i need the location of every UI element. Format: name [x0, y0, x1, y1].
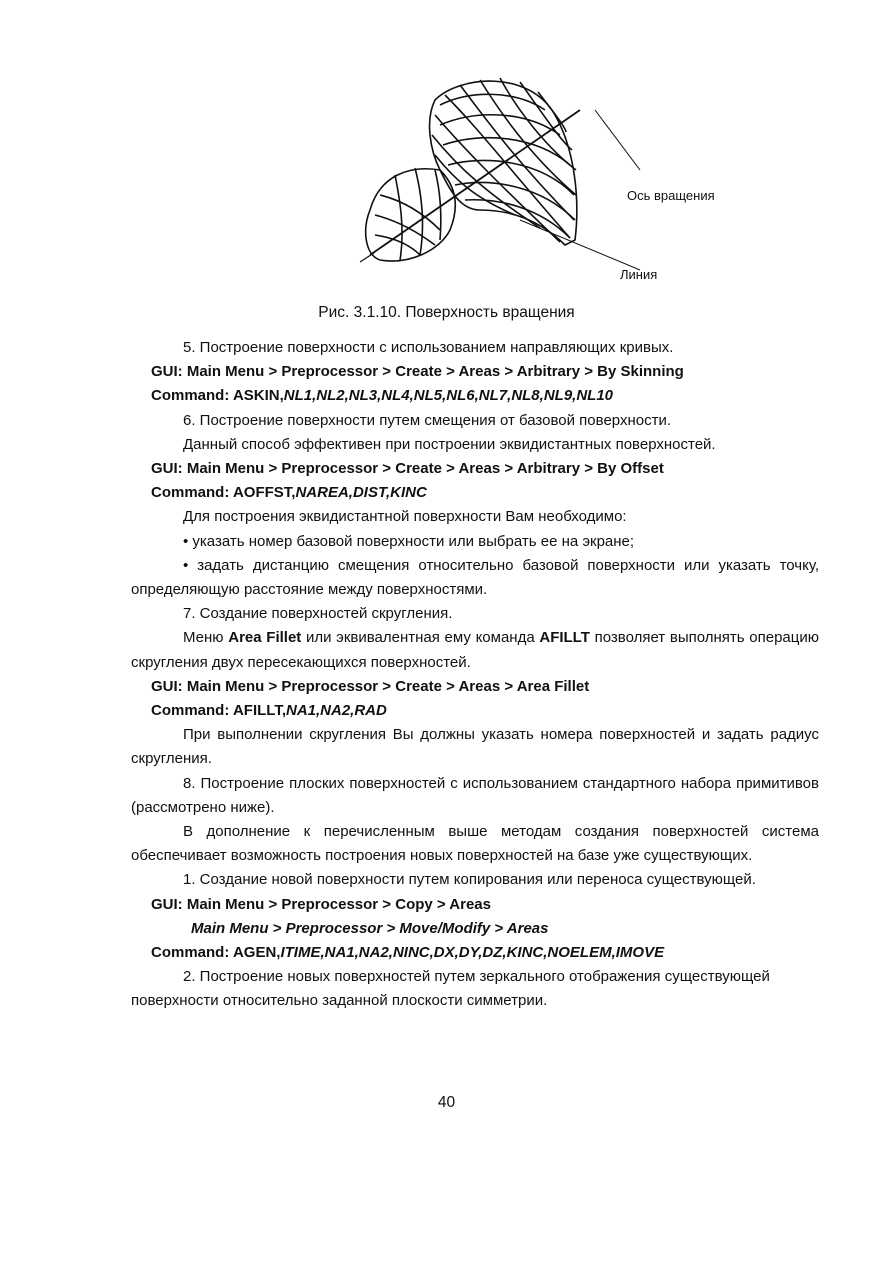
command-line [131, 941, 819, 965]
paragraph: 6. Построение поверхности путем смещения от базовой поверхности. [183, 411, 671, 429]
paragraph: 2. Построение новых поверхностей путем зеркального отображения существующей поверхности относительно заданной плоскости симметрии. [131, 968, 770, 1010]
command-prefix: Command: ASKIN, [151, 387, 284, 405]
gui-path: GUI: Main Menu > Preprocessor > Create > Areas > Arbitrary > By Skinning [151, 363, 684, 381]
paragraph [131, 626, 819, 674]
figure-caption: Рис. 3.1.10. Поверхность вращения [318, 304, 575, 321]
surface-drawing [340, 70, 760, 290]
command-line [131, 699, 819, 723]
command-prefix: Command: AOFFST, [151, 484, 296, 502]
bullet-item: • задать дистанцию смещения относительно базовой поверхности или указать точку, определяющую расстояние между поверхностями. [131, 556, 819, 599]
gui-path: GUI: Main Menu > Preprocessor > Create > Areas > Arbitrary > By Offset [151, 460, 664, 478]
paragraph: Для построения эквидистантной поверхности Вам необходимо: [183, 508, 627, 526]
paragraph: 8. Построение плоских поверхностей с использованием стандартного набора примитивов (рассмотрено ниже). [131, 774, 819, 816]
menu-name: Area Fillet [228, 629, 302, 647]
command-args: NAREA,DIST,KINC [295, 484, 427, 502]
text-run: Меню [183, 629, 229, 647]
gui-path: Main Menu > Preprocessor > Move/Modify > Areas [191, 919, 549, 937]
paragraph: 7. Создание поверхностей скругления. [183, 605, 453, 623]
command-line [131, 481, 819, 505]
command-args: NA1,NA2,RAD [286, 702, 387, 720]
command-prefix: Command: AFILLT, [151, 702, 286, 720]
command-name: AFILLT [539, 629, 590, 647]
page-number: 40 [437, 1094, 456, 1111]
command-args: ITIME,NA1,NA2,NINC,DX,DY,DZ,KINC,NOELEM,IMOVE [280, 944, 665, 962]
page-body [131, 336, 819, 1014]
paragraph: 1. Создание новой поверхности путем копирования или переноса существующей. [183, 871, 756, 889]
command-line [131, 384, 819, 408]
command-args: NL1,NL2,NL3,NL4,NL5,NL6,NL7,NL8,NL9,NL10 [283, 387, 614, 405]
gui-path: GUI: Main Menu > Preprocessor > Create > Areas > Area Fillet [151, 677, 590, 695]
paragraph: 5. Построение поверхности с использованием направляющих кривых. [183, 339, 674, 356]
paragraph: Данный способ эффективен при построении эквидистантных поверхностей. [183, 435, 716, 453]
text-run: или эквивалентная ему команда [301, 629, 540, 647]
axis-label: Ось вращения [627, 188, 715, 203]
line-label: Линия [620, 267, 658, 282]
paragraph: При выполнении скругления Вы должны указать номера поверхностей и задать радиус скругления. [131, 726, 819, 768]
figure-surface-of-revolution [340, 70, 760, 290]
paragraph: В дополнение к перечисленным выше методам создания поверхностей система обеспечивает возможность построения новых поверхностей на базе уже существующих. [131, 823, 819, 865]
command-prefix: Command: AGEN, [151, 944, 281, 962]
text-run: позволяет выполнять операцию скругления двух пересекающихся поверхностей. [131, 629, 819, 671]
gui-path: GUI: Main Menu > Preprocessor > Copy > Areas [151, 895, 491, 913]
bullet-item: • указать номер базовой поверхности или выбрать ее на экране; [183, 532, 635, 550]
